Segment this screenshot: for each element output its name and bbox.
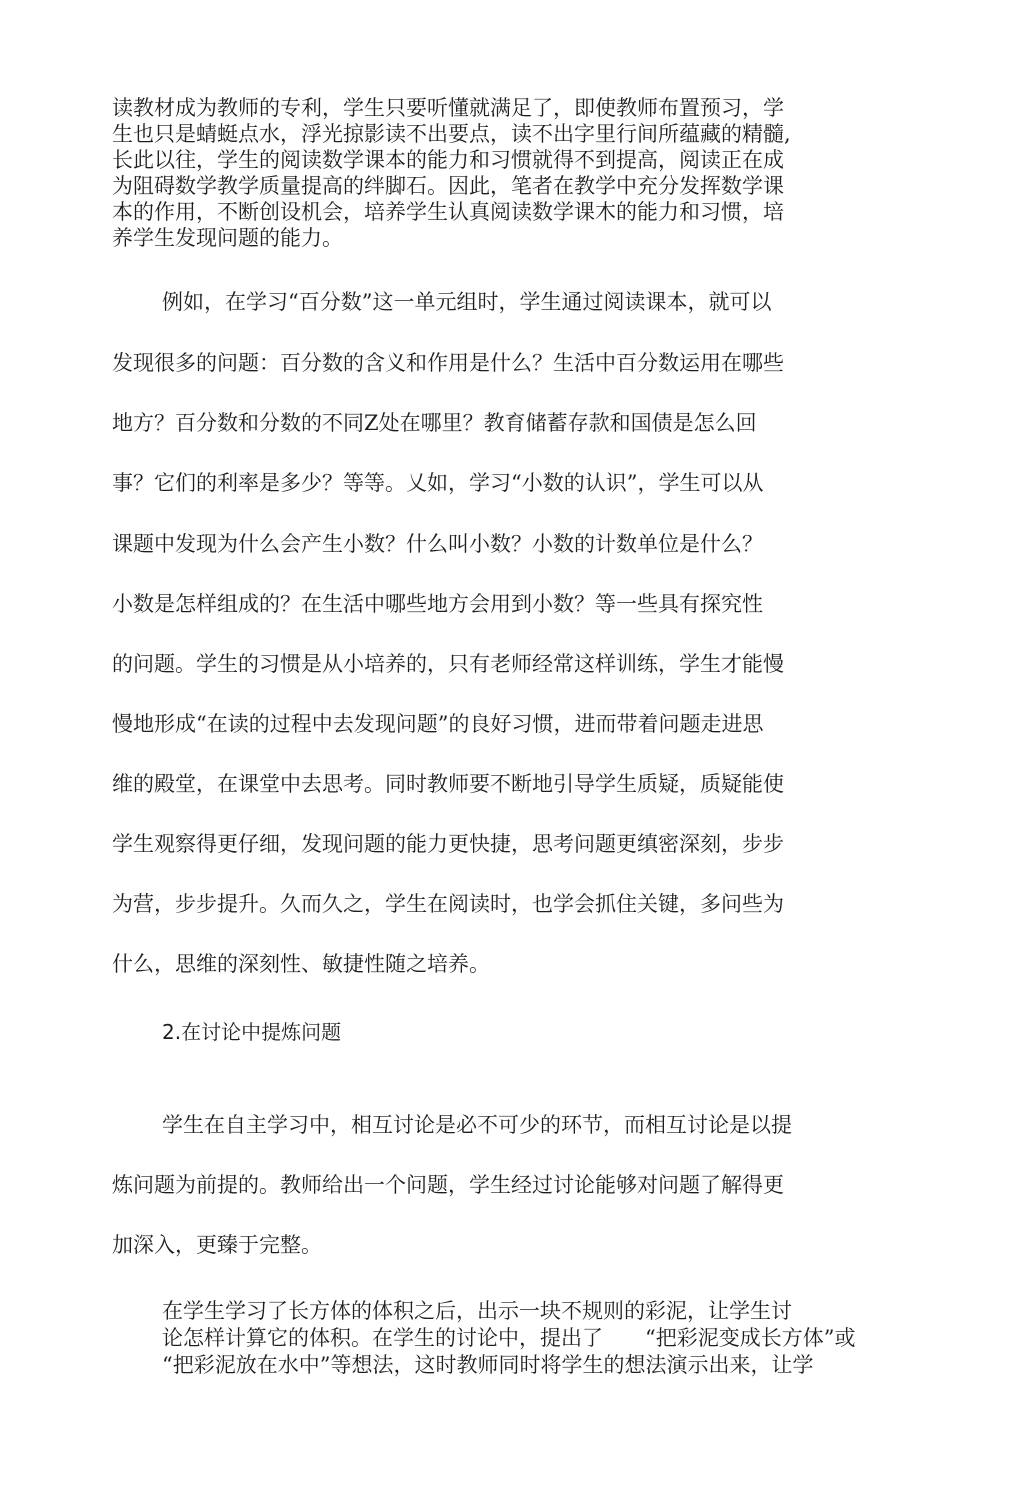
text-line: 为营，步步提升。久而久之，学生在阅读时，也学会抓住关键，多问些为 xyxy=(112,892,784,916)
text-line: 在学生学习了长方体的体积之后，出示一块不规则的彩泥，让学生讨 xyxy=(162,1299,792,1323)
text-line: 学生观察得更仔细，发现问题的能力更快捷，思考问题更缜密深刻，步步 xyxy=(112,832,784,856)
text-line: 本的作用，不断创设机会，培养学生认真阅读数学课木的能力和习惯，培 xyxy=(112,200,784,224)
text-line: 发现很多的问题：百分数的含义和作用是什么？生活中百分数运用在哪些 xyxy=(112,351,784,375)
text-line: 为阻碍数学教学质量提高的绊脚石。因此，笔者在教学中充分发挥数学课 xyxy=(112,174,784,198)
text-line: 慢地形成“在读的过程中去发现问题”的良好习惯，进而带着问题走进思 xyxy=(112,712,764,736)
text-line: 例如，在学习“百分数”这一单元组时，学生通过阅读课本，就可以 xyxy=(162,290,772,314)
text-line: 小数是怎样组成的？在生活中哪些地方会用到小数？等一些具有探究性 xyxy=(112,592,763,616)
text-line: 学生在自主学习中，相互讨论是必不可少的环节，而相互讨论是以提 xyxy=(162,1113,792,1137)
text-line: “把彩泥放在水中”等想法，这时教师同时将学生的想法演示出来，让学 xyxy=(162,1353,814,1377)
text-line: 炼问题为前提的。教师给出一个问题，学生经过讨论能够对问题了解得更 xyxy=(112,1173,784,1197)
section-heading: 2.在讨论中提炼问题 xyxy=(162,1020,342,1044)
text-line: 读教材成为教师的专利，学生只要听懂就满足了，即使教师布置预习，学 xyxy=(112,96,784,120)
text-line: 什么，思维的深刻性、敏捷性随之培养。 xyxy=(112,952,490,976)
text-line: 地方？百分数和分数的不同Z处在哪里？教育储蓄存款和国债是怎么回 xyxy=(112,411,757,435)
text-line: 论怎样计算它的体积。在学生的讨论中，提出了 “把彩泥变成长方体”或 xyxy=(162,1326,856,1350)
text-line: 课题中发现为什么会产生小数？什么叫小数？小数的计数单位是什么？ xyxy=(112,532,763,556)
text-line: 生也只是蜻蜓点水，浮光掠影读不出要点，读不出字里行间所蕴藏的精髓, xyxy=(112,122,791,146)
text-line: 的问题。学生的习惯是从小培养的，只有老师经常这样训练，学生才能慢 xyxy=(112,652,784,676)
text-line: 加深入，更臻于完整。 xyxy=(112,1233,322,1257)
text-line: 维的殿堂，在课堂中去思考。同时教师要不断地引导学生质疑，质疑能使 xyxy=(112,772,784,796)
text-line: 长此以往，学生的阅读数学课本的能力和习惯就得不到提高，阅读正在成 xyxy=(112,148,784,172)
text-line: 事？它们的利率是多少？等等。乂如，学习“小数的认识”，学生可以从 xyxy=(112,471,764,495)
text-line: 养学生发现问题的能力。 xyxy=(112,226,343,250)
